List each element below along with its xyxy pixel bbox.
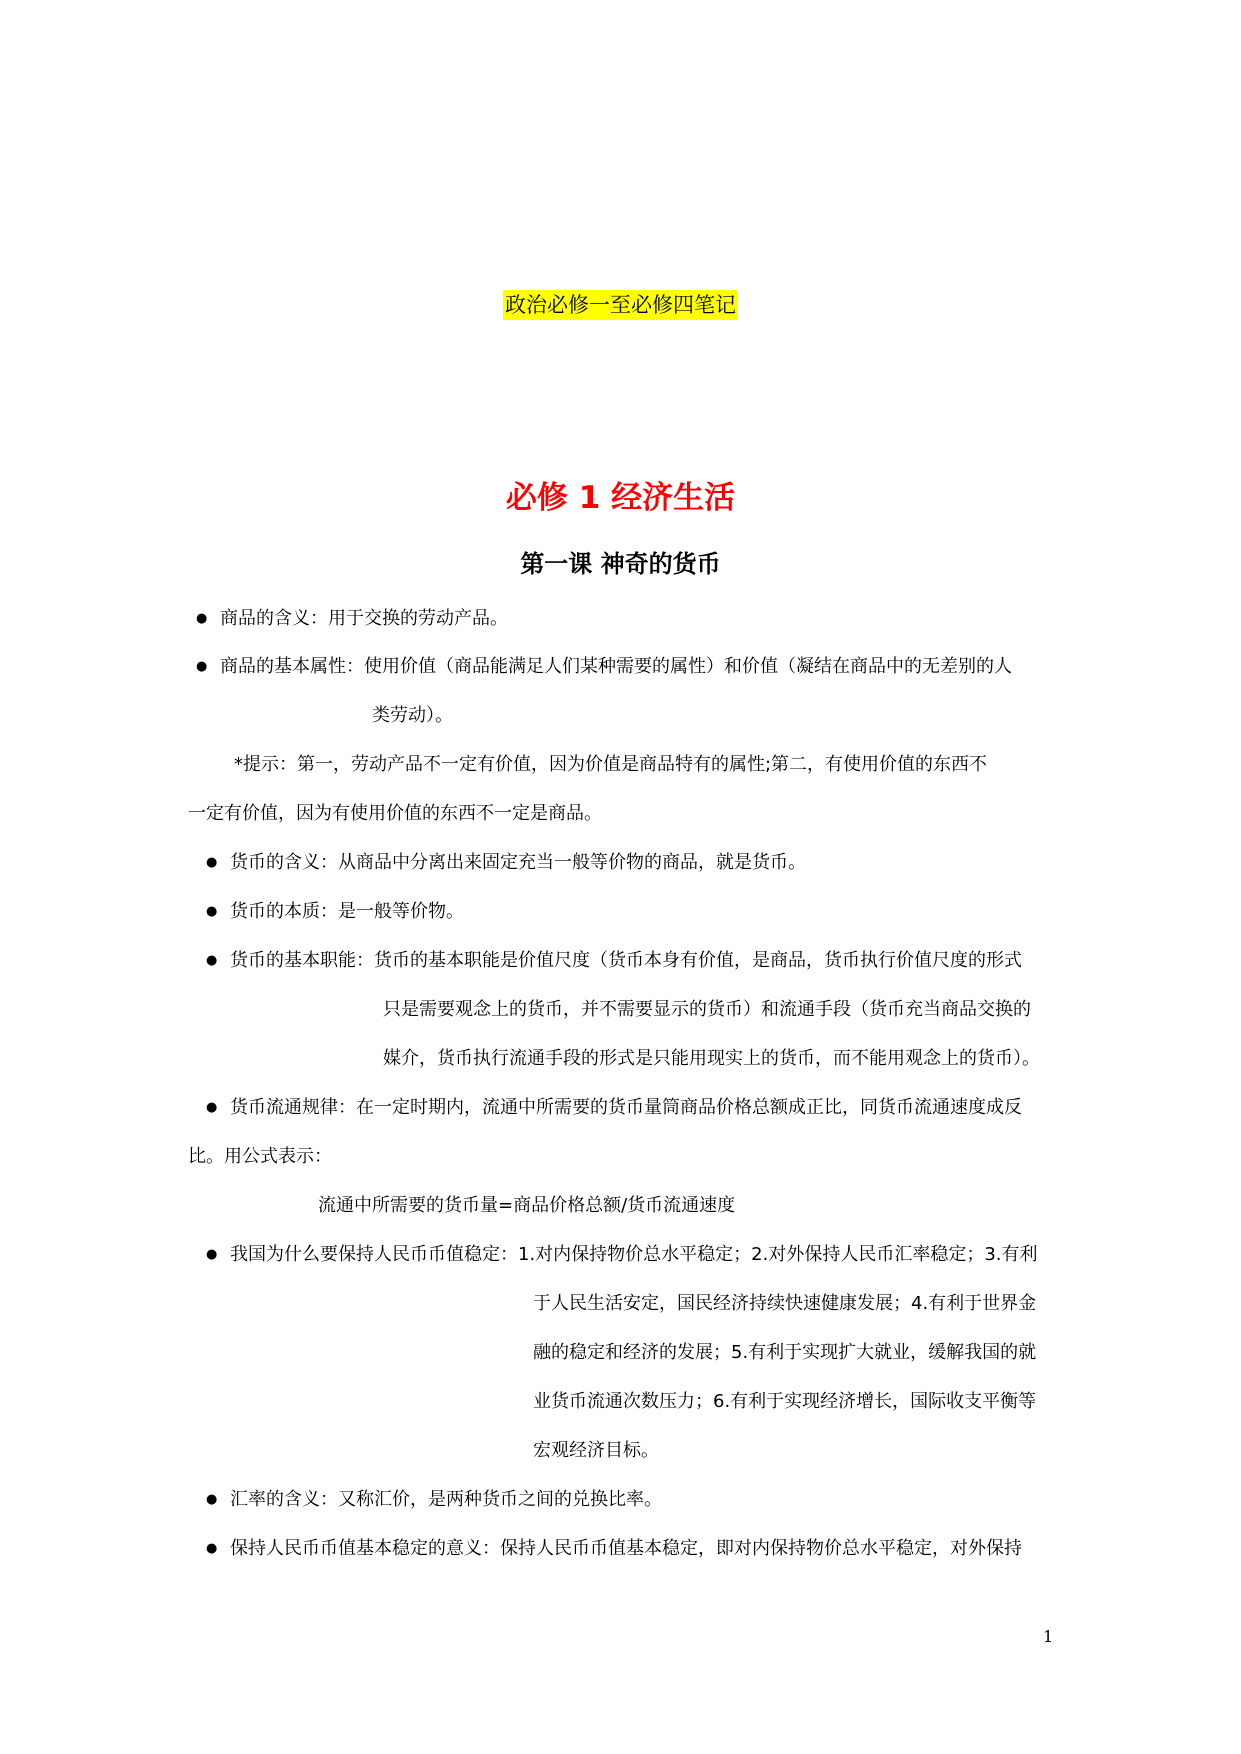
- continuation-line: 宏观经济目标。: [533, 1440, 659, 1461]
- list-item-text: 货币的本质：是一般等价物。: [230, 901, 464, 922]
- page-number: 1: [1043, 1627, 1054, 1646]
- bullet-icon: ●: [206, 1100, 218, 1115]
- bullet-icon: ●: [196, 659, 208, 674]
- list-item-text: 保持人民币币值基本稳定的意义：保持人民币币值基本稳定，即对内保持物价总水平稳定，对外保持: [230, 1538, 1022, 1559]
- list-item: [196, 607, 508, 631]
- list-item-text: 货币的基本职能：货币的基本职能是价值尺度（货币本身有价值，是商品，货币执行价值尺度的形式: [230, 950, 1022, 971]
- bullet-icon: ●: [206, 953, 218, 968]
- list-item-text: 货币流通规律：在一定时期内，流通中所需要的货币量筒商品价格总额成正比，同货币流通速度成反: [230, 1097, 1022, 1118]
- tip-paragraph-line: *提示：第一，劳动产品不一定有价值，因为价值是商品特有的属性;第二，有使用价值的东西不: [234, 754, 988, 775]
- list-item: [206, 949, 1022, 973]
- document-title: 政治必修一至必修四笔记: [0, 291, 1241, 319]
- bullet-icon: ●: [206, 904, 218, 919]
- section-title: 必修 1 经济生活: [505, 480, 736, 516]
- bullet-icon: ●: [206, 1541, 218, 1556]
- continuation-line: 融的稳定和经济的发展；5.有利于实现扩大就业，缓解我国的就: [533, 1342, 1037, 1363]
- list-item-text: 商品的含义：用于交换的劳动产品。: [220, 608, 508, 629]
- list-item: [196, 655, 1012, 679]
- continuation-line: 类劳动）。: [372, 705, 453, 726]
- list-item: [206, 1537, 1022, 1561]
- list-item-text: 汇率的含义：又称汇价，是两种货币之间的兑换比率。: [230, 1489, 662, 1510]
- tip-paragraph-line: 一定有价值，因为有使用价值的东西不一定是商品。: [188, 803, 602, 824]
- list-item: [206, 900, 464, 924]
- list-item: [206, 851, 806, 875]
- bullet-icon: ●: [206, 855, 218, 870]
- list-item: [206, 1096, 1022, 1120]
- list-item: [206, 1243, 1038, 1267]
- list-item-text: 我国为什么要保持人民币币值稳定：1.对内保持物价总水平稳定；2.对外保持人民币汇率稳定；3.有利: [230, 1244, 1038, 1265]
- bullet-icon: ●: [196, 611, 208, 626]
- bullet-icon: ●: [206, 1247, 218, 1262]
- continuation-line: 只是需要观念上的货币，并不需要显示的货币）和流通手段（货币充当商品交换的: [383, 999, 1031, 1020]
- continuation-line: 媒介，货币执行流通手段的形式是只能用现实上的货币，而不能用观念上的货币）。: [383, 1048, 1040, 1069]
- continuation-line: 比。用公式表示：: [188, 1146, 332, 1167]
- continuation-line: 业货币流通次数压力；6.有利于实现经济增长，国际收支平衡等: [533, 1391, 1037, 1412]
- list-item-text: 货币的含义：从商品中分离出来固定充当一般等价物的商品，就是货币。: [230, 852, 806, 873]
- list-item-text: 商品的基本属性：使用价值（商品能满足人们某种需要的属性）和价值（凝结在商品中的无差别的人: [220, 656, 1012, 677]
- list-item: [206, 1488, 662, 1512]
- continuation-line: 于人民生活安定，国民经济持续快速健康发展；4.有利于世界金: [533, 1293, 1037, 1314]
- bullet-icon: ●: [206, 1492, 218, 1507]
- lesson-title: 第一课 神奇的货币: [520, 550, 721, 578]
- formula-line: 流通中所需要的货币量=商品价格总额/货币流通速度: [318, 1195, 736, 1216]
